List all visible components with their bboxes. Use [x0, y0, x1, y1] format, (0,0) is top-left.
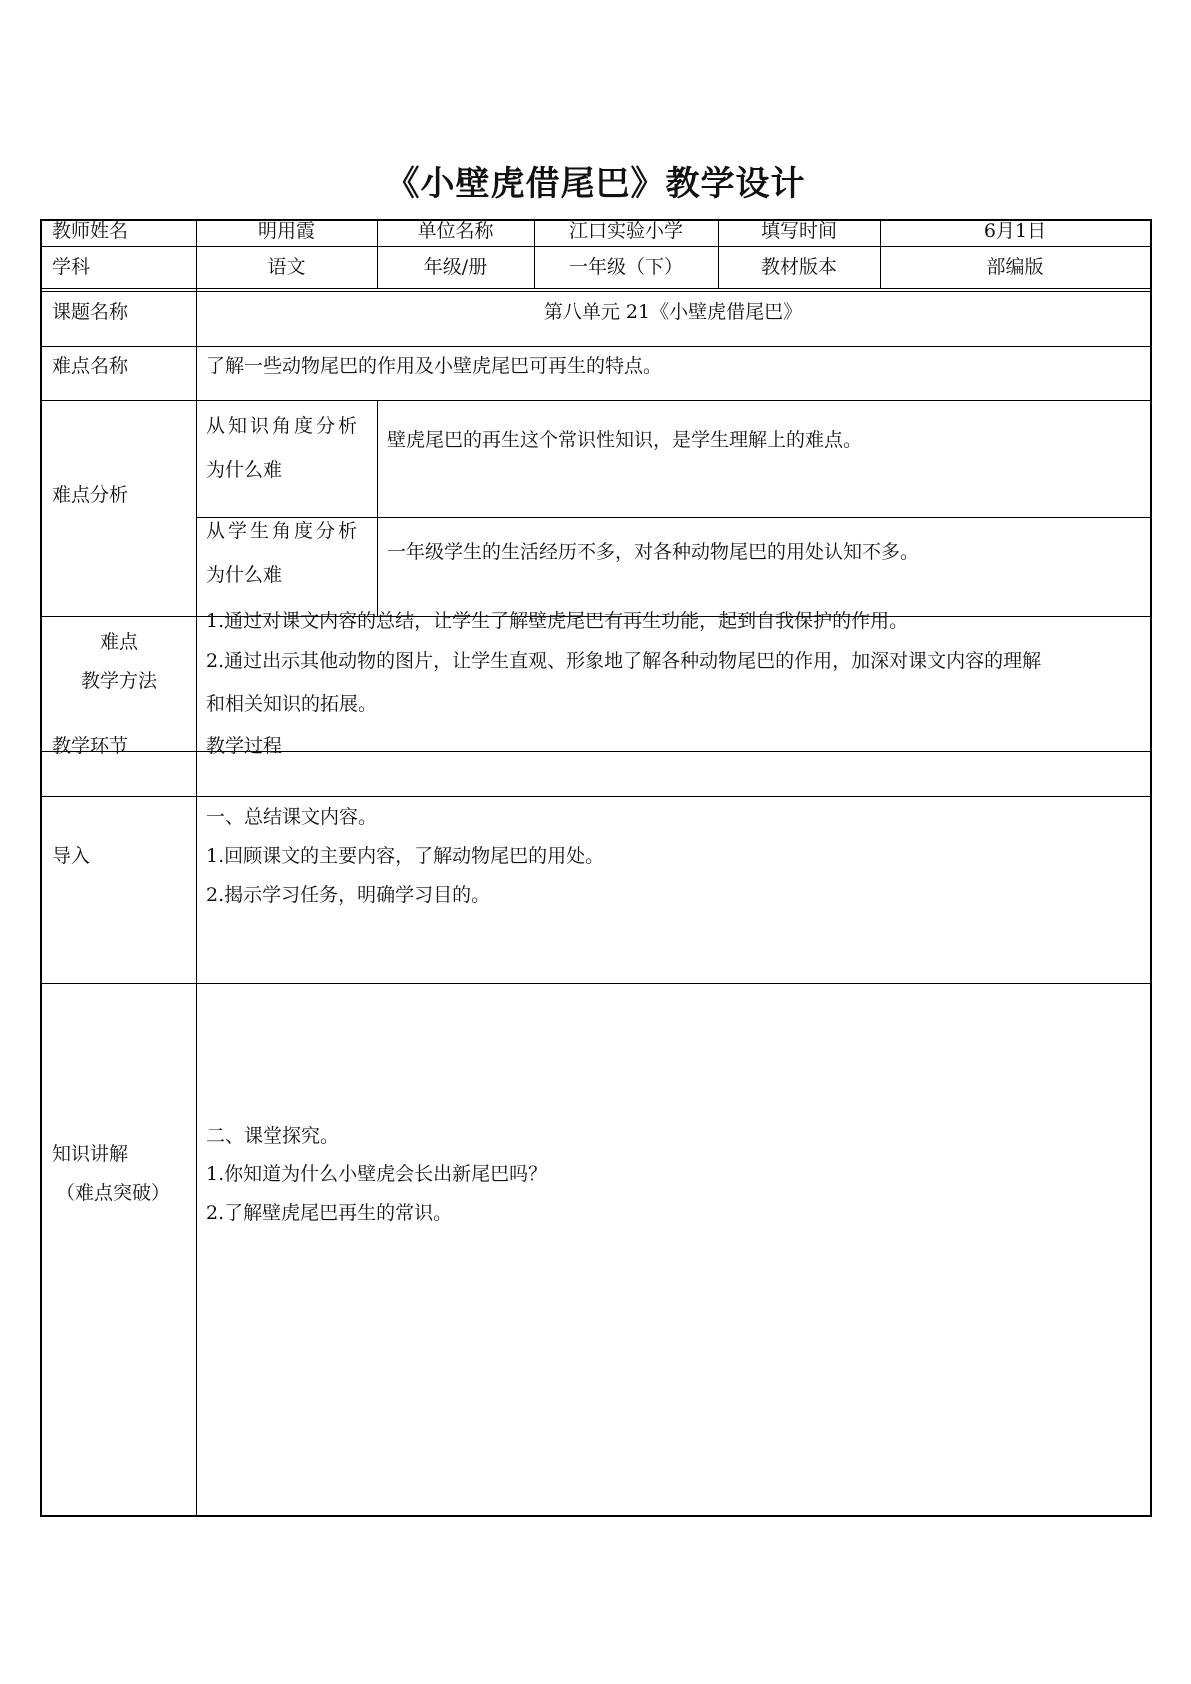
edition-label: 教材版本	[760, 256, 837, 278]
knowledge-angle-text: 壁虎尾巴的再生这个常识性知识，是学生理解上的难点。	[387, 429, 863, 451]
stage-header: 教学环节	[52, 735, 129, 757]
intro-line: 1.回顾课文的主要内容，了解动物尾巴的用处。	[206, 845, 605, 867]
teacher-label: 教师姓名	[52, 220, 129, 242]
method-item-1: 1.通过对课文内容的总结，让学生了解壁虎尾巴有再生功能，起到自我保护的作用。	[206, 610, 909, 632]
lesson-value: 第八单元 21《小壁虎借尾巴》	[543, 301, 803, 323]
page-title: 《小壁虎借尾巴》教学设计	[385, 164, 806, 204]
student-angle-text: 一年级学生的生活经历不多，对各种动物尾巴的用处认知不多。	[387, 541, 920, 563]
grade-label: 年级/册	[423, 256, 488, 278]
row-divider	[42, 983, 1150, 984]
row-divider	[42, 400, 1150, 401]
methods-label-2: 教学方法	[80, 670, 157, 692]
explain-line: 二、课堂探究。	[206, 1125, 340, 1147]
unit-name: 江口实验小学	[568, 220, 683, 242]
explain-line: 2.了解壁虎尾巴再生的常识。	[206, 1202, 453, 1224]
column-divider	[196, 221, 197, 1515]
edition-value: 部编版	[986, 256, 1044, 278]
student-angle-label: 从学生角度分析	[206, 520, 361, 542]
method-item-2: 2.通过出示其他动物的图片，让学生直观、形象地了解各种动物尾巴的作用，加深对课文内容的理解	[206, 650, 1042, 672]
lesson-plan-table	[40, 219, 1152, 1517]
process-header: 教学过程	[206, 735, 283, 757]
unit-label: 单位名称	[417, 220, 494, 242]
method-item-2-cont: 和相关知识的拓展。	[206, 693, 378, 715]
knowledge-angle-label-2: 为什么难	[206, 459, 283, 481]
explain-label: 知识讲解	[52, 1143, 129, 1165]
date-label: 填写时间	[760, 220, 837, 242]
column-divider	[377, 400, 378, 616]
analysis-label: 难点分析	[52, 484, 129, 506]
knowledge-angle-label: 从知识角度分析	[206, 415, 361, 437]
subject-label: 学科	[52, 256, 91, 278]
difficulty-label: 难点名称	[52, 355, 129, 377]
methods-label: 难点	[99, 631, 138, 653]
teacher-name: 明用霞	[257, 220, 315, 242]
lesson-label: 课题名称	[52, 301, 129, 323]
intro-label: 导入	[52, 845, 91, 867]
explain-label-2: （难点突破）	[56, 1182, 171, 1204]
grade-value: 一年级（下）	[568, 256, 683, 278]
student-angle-label-2: 为什么难	[206, 564, 283, 586]
explain-line: 1.你知道为什么小壁虎会长出新尾巴吗？	[206, 1163, 548, 1185]
intro-line: 2.揭示学习任务，明确学习目的。	[206, 884, 491, 906]
intro-line: 一、总结课文内容。	[206, 806, 378, 828]
difficulty-value: 了解一些动物尾巴的作用及小壁虎尾巴可再生的特点。	[206, 355, 663, 377]
subject-value: 语文	[267, 256, 306, 278]
date-value: 6月1日	[983, 220, 1047, 242]
